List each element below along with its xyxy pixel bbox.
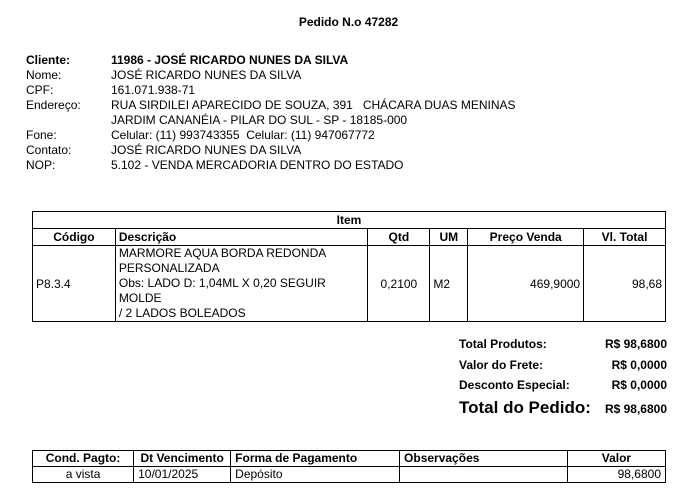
valor-frete-row (459, 356, 667, 376)
total-value: R$ 0,0000 (611, 378, 667, 392)
item-preco: 469,9000 (468, 246, 584, 322)
total-label: Valor do Frete: (459, 358, 544, 372)
total-pedido-row (459, 396, 667, 420)
payment-table (32, 450, 666, 483)
total-pedido-label: Total do Pedido: (459, 398, 591, 417)
field-value: 5.102 - VENDA MERCADORIA DENTRO DO ESTADO (111, 158, 404, 172)
field-contato (26, 143, 516, 158)
header-codigo: Código (33, 229, 116, 246)
item-total: 98,68 (584, 246, 666, 322)
field-endereco-2 (26, 113, 516, 128)
pay-valor: 98,6800 (567, 467, 665, 483)
field-fone (26, 128, 516, 143)
field-label (26, 113, 111, 128)
pay-forma: Depósito (231, 467, 400, 483)
field-nop (26, 158, 516, 173)
total-label: Desconto Especial: (459, 378, 570, 392)
field-value: 161.071.938-71 (111, 83, 196, 97)
total-value: R$ 98,6800 (604, 337, 667, 351)
field-value: JOSÉ RICARDO NUNES DA SILVA (111, 143, 302, 157)
field-label: CPF: (26, 83, 54, 97)
field-label: Nome: (26, 68, 62, 82)
table-row (33, 467, 666, 483)
pay-obs (400, 467, 568, 483)
header-qtd: Qtd (368, 229, 430, 246)
total-value: R$ 0,0000 (611, 358, 667, 372)
total-label: Total Produtos: (459, 337, 547, 351)
order-title: Pedido N.o 47282 (298, 15, 399, 29)
pay-cond: a vista (33, 467, 134, 483)
client-header-row (26, 53, 516, 68)
header-venc: Dt Vencimento (134, 451, 231, 467)
desc-line: Obs: LADO D: 1,04ML X 0,20 SEGUIR MOLDE (118, 276, 326, 305)
payment-header-row (33, 451, 666, 467)
header-um: UM (430, 229, 468, 246)
field-label: Endereço: (26, 98, 81, 112)
table-row (33, 246, 666, 322)
header-cond: Cond. Pagto: (33, 451, 134, 467)
field-value: RUA SIRDILEI APARECIDO DE SOUZA, 391 CHÁCARA DUAS MENINAS (111, 98, 516, 112)
field-value: JOSÉ RICARDO NUNES DA SILVA (111, 68, 302, 82)
desc-line: MARMORE AQUA BORDA REDONDA (118, 246, 327, 260)
client-section (26, 53, 516, 173)
items-header-row (33, 229, 666, 246)
client-id-name: 11986 - JOSÉ RICARDO NUNES DA SILVA (111, 53, 349, 67)
items-table (32, 211, 666, 322)
pay-venc: 10/01/2025 (134, 467, 231, 483)
field-label: Fone: (26, 128, 57, 142)
item-um: M2 (430, 246, 468, 322)
header-preco: Preço Venda (468, 229, 584, 246)
item-codigo: P8.3.4 (33, 246, 116, 322)
totals-section (459, 335, 667, 420)
client-label: Cliente: (26, 53, 71, 67)
header-total: Vl. Total (584, 229, 666, 246)
header-obs: Observações (400, 451, 568, 467)
desc-line: / 2 LADOS BOLEADOS (118, 306, 246, 320)
field-nome (26, 68, 516, 83)
header-descricao: Descrição (115, 229, 368, 246)
item-descricao (115, 246, 368, 322)
field-cpf (26, 83, 516, 98)
desc-line: PERSONALIZADA (118, 261, 220, 275)
item-qtd: 0,2100 (368, 246, 430, 322)
field-value: JARDIM CANANÉIA - PILAR DO SUL - SP - 18185-000 (111, 113, 408, 127)
items-caption: Item (33, 212, 666, 229)
field-label: NOP: (26, 158, 56, 172)
total-pedido-value: R$ 98,6800 (604, 402, 667, 416)
field-label: Contato: (26, 143, 72, 157)
header-valor: Valor (567, 451, 665, 467)
total-produtos-row (459, 335, 667, 356)
desconto-row (459, 376, 667, 396)
field-value: Celular: (11) 993743355 Celular: (11) 947067772 (111, 128, 375, 142)
header-forma: Forma de Pagamento (231, 451, 400, 467)
field-endereco (26, 98, 516, 113)
